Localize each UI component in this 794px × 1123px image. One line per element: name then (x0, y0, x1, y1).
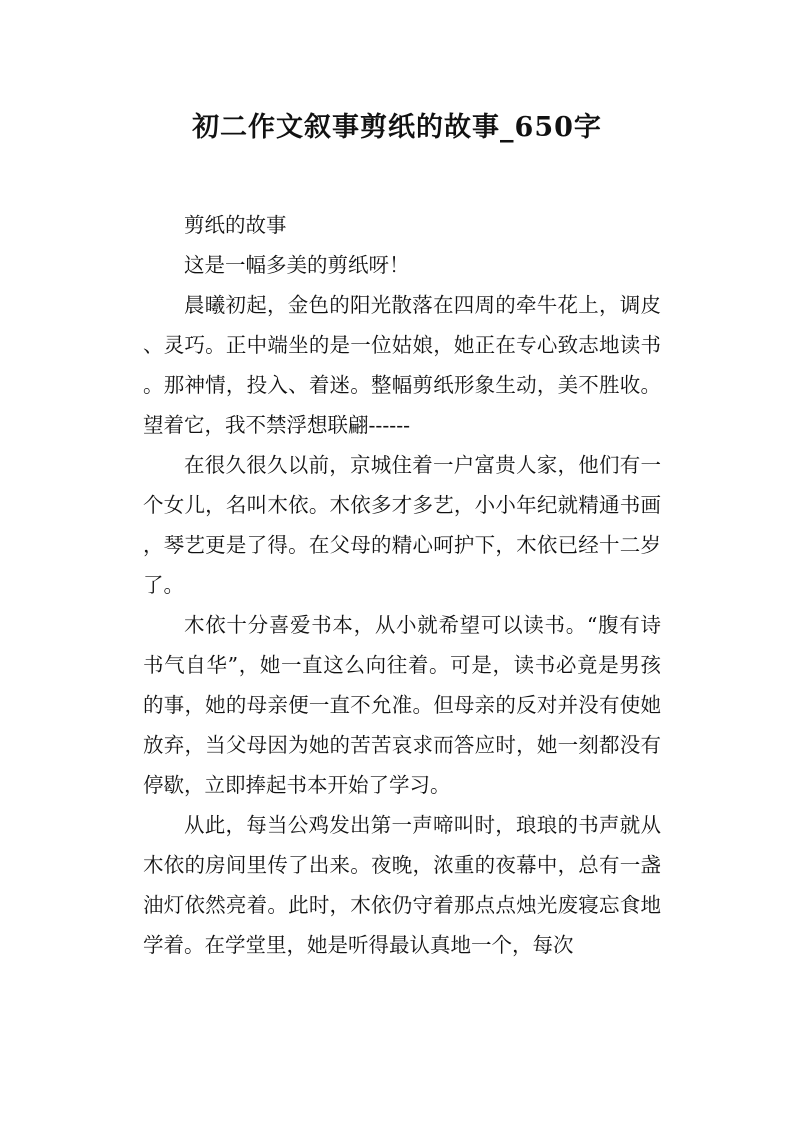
paragraph-subtitle: 剪纸的故事 (184, 213, 287, 237)
document-body (143, 205, 661, 965)
paragraph: 从此，每当公鸡发出第一声啼叫时，琅琅的书声就从木依的房间里传了出来。夜晚，浓重的夜幕中，总有一盏油灯依然亮着。此时，木依仍守着那点点烛光废寝忘食地学着。在学堂里，她是听得最认真地一个，每次 (143, 813, 661, 957)
paragraph-opening-exclamation: 这是一幅多美的剪纸呀！ (184, 253, 410, 277)
document-title: 初二作文叙事剪纸的故事_650字 (192, 112, 602, 143)
paragraph: 木依十分喜爱书本，从小就希望可以读书。“腹有诗书气自华”，她一直这么向往着。可是，读书必竟是男孩的事，她的母亲便一直不允准。但母亲的反对并没有使她放弃，当父母因为她的苦苦哀求而答应时，她一刻都没有停歇，立即捧起书本开始了学习。 (143, 613, 661, 797)
paragraph: 晨曦初起，金色的阳光散落在四周的牵牛花上，调皮、灵巧。正中端坐的是一位姑娘，她正在专心致志地读书。那神情，投入、着迷。整幅剪纸形象生动，美不胜收。望着它，我不禁浮想联翩------ (143, 293, 661, 437)
paragraph: 在很久很久以前，京城住着一户富贵人家，他们有一个女儿，名叫木依。木依多才多艺，小小年纪就精通书画，琴艺更是了得。在父母的精心呵护下，木依已经十二岁了。 (143, 453, 661, 597)
